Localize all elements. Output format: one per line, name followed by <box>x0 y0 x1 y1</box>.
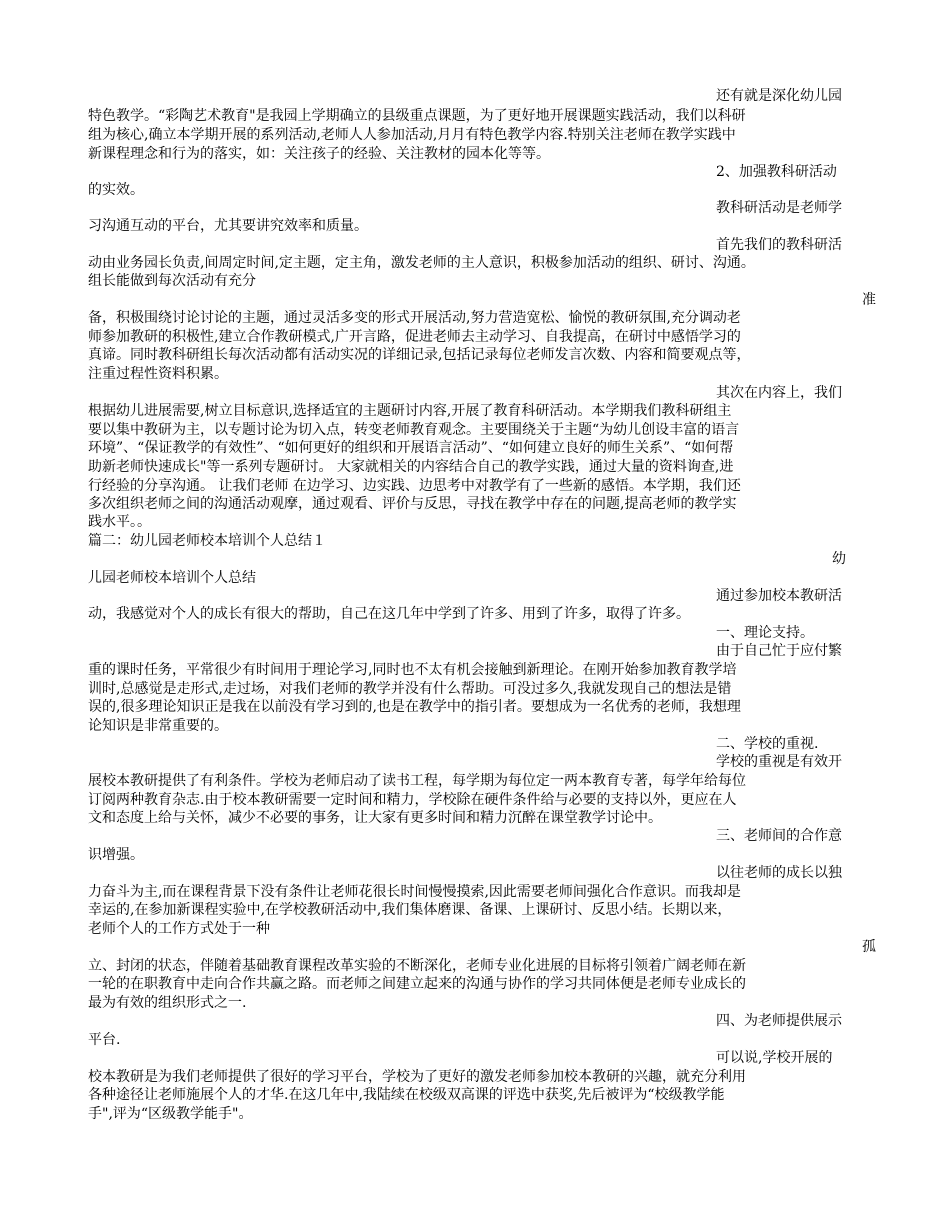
text-line: 2、加强教科研活动 <box>716 164 837 180</box>
text-line: 各种途径让老师施展个人的才华.在这几年中,我陆续在校级双高课的评选中获奖,先后被评为“校级教学能 <box>88 1087 725 1103</box>
text-line: 幼 <box>832 551 846 567</box>
text-line: 行经验的分享沟通。 让我们老师 在边学习、边实践、边思考中对教学有了一些新的感悟。本学期，我们还 <box>88 478 741 494</box>
text-line: 还有就是深化幼儿园 <box>716 88 842 104</box>
text-line: 幸运的,在参加新课程实验中,在学校教研活动中,我们集体磨课、备课、上课研讨、反思小结。长期以来， <box>88 902 732 918</box>
text-line: 一、理论支持。 <box>716 625 814 641</box>
text-line: 助新老师快速成长"等一系列专题研讨。 大家就相关的内容结合自己的教学实践，通过大量的资料询查,进 <box>88 459 734 475</box>
text-line: 可以说,学校开展的 <box>716 1050 833 1066</box>
text-line: 论知识是非常重要的。 <box>88 718 228 734</box>
text-line: 以往老师的成长以独 <box>716 865 842 881</box>
text-line: 孤 <box>862 939 876 955</box>
text-line: 组长能做到每次活动有充分 <box>88 273 256 289</box>
text-line: 校本教研是为我们老师提供了很好的学习平台，学校为了更好的激发老师参加校本教研的兴趣，就充分利用 <box>88 1069 746 1085</box>
text-line: 特色教学。“彩陶艺术教育"是我园上学期确立的县级重点课题，为了更好地开展课题实践活动，我们以科研 <box>88 108 746 124</box>
text-line: 老师个人的工作方式处于一种 <box>88 921 270 937</box>
text-line: 二、学校的重视. <box>716 736 819 752</box>
text-line: 训时,总感觉是走形式,走过场，对我们老师的教学并没有什么帮助。可没过多久,我就发现自己的想法是错 <box>88 681 732 697</box>
text-line: 环境”、“保证教学的有效性”、“如何更好的组织和开展语言活动”、“如何建立良好的师生关系”、“如何帮 <box>88 440 734 456</box>
text-line: 文和态度上给与关怀，减少不必要的事务，让大家有更多时间和精力沉醉在课堂教学讨论中。 <box>88 810 662 826</box>
text-line: 手",评为“区级教学能手"。 <box>88 1106 253 1122</box>
text-line: 误的,很多理论知识正是我在以前没有学习到的,也是在教学中的指引者。要想成为一名优秀的老师，我想理 <box>88 699 741 715</box>
text-line: 多次组织老师之间的沟通活动观摩，通过观看、评价与反思，寻找在教学中存在的问题,提高老师的教学实 <box>88 496 737 512</box>
text-line: 四、为老师提供展示 <box>716 1013 842 1029</box>
text-line: 准 <box>862 292 876 308</box>
text-line: 新课程理念和行为的落实，如：关注孩子的经验、关注教材的园本化等等。 <box>88 146 550 162</box>
text-line: 注重过程性资料积累。 <box>88 366 228 382</box>
text-line: 其次在内容上，我们 <box>716 385 842 401</box>
text-line: 要以集中教研为主，以专题讨论为切入点，转变老师教育观念。主要围绕关于主题“为幼儿创设丰富的语言 <box>88 422 740 438</box>
section-heading: 篇二：幼儿园老师校本培训个人总结１ <box>88 533 326 549</box>
text-line: 儿园老师校本培训个人总结 <box>88 570 256 586</box>
text-line: 备，积极围绕讨论讨论的主题，通过灵活多变的形式开展活动,努力营造宽松、愉悦的教研氛围,充分调动老 <box>88 310 741 326</box>
text-line: 通过参加校本教研活 <box>716 588 842 604</box>
text-line: 由于自己忙于应付繁 <box>716 643 842 659</box>
text-line: 力奋斗为主,而在课程背景下没有条件让老师花很长时间慢慢摸索,因此需要老师间强化合作意识。而我却是 <box>88 884 741 900</box>
text-line: 首先我们的教科研活 <box>716 237 842 253</box>
text-line: 动由业务园长负责,间周定时间,定主题，定主角，激发老师的主人意识，积极参加活动的组织、研讨、沟通。 <box>88 255 755 271</box>
text-line: 动，我感觉对个人的成长有很大的帮助，自己在这几年中学到了许多、用到了许多，取得了许多。 <box>88 606 690 622</box>
text-line: 订阅两种教育杂志.由于校本教研需要一定时间和精力，学校除在硬件条件给与必要的支持以外，更应在人 <box>88 792 737 808</box>
text-line: 展校本教研提供了有利条件。学校为老师启动了读书工程，每学期为每位定一两本教育专著，每学年给每位 <box>88 773 746 789</box>
text-line: 组为核心,确立本学期开展的系列活动,老师人人参加活动,月月有特色教学内容.特别关注老师在教学实践中 <box>88 127 736 143</box>
text-line: 的实效。 <box>88 182 144 198</box>
text-line: 识增强。 <box>88 847 144 863</box>
text-line: 践水平。。 <box>88 514 151 530</box>
text-line: 一轮的在职教育中走向合作共赢之路。而老师之间建立起来的沟通与协作的学习共同体便是老师专业成长的 <box>88 976 746 992</box>
text-line: 最为有效的组织形式之一. <box>88 995 247 1011</box>
text-line: 重的课时任务，平常很少有时间用于理论学习,同时也不太有机会接触到新理论。在刚开始参加教育教学培 <box>88 662 737 678</box>
text-line: 立、封闭的状态，伴随着基础教育课程改革实验的不断深化，老师专业化进展的目标将引领着广阔老师在新 <box>88 958 746 974</box>
text-line: 真谛。同时教科研组长每次活动都有活动实况的详细记录,包括记录每位老师发言次数、内容和简要观点等， <box>88 347 751 363</box>
text-line: 平台. <box>88 1032 121 1048</box>
text-line: 学校的重视是有效开 <box>716 754 842 770</box>
text-line: 习沟通互动的平台，尤其要讲究效率和质量。 <box>88 218 368 234</box>
text-line: 教科研活动是老师学 <box>716 200 842 216</box>
text-line: 师参加教研的积极性,建立合作教研模式,广开言路，促进老师去主动学习、自我提高，在研讨中感悟学习的 <box>88 329 741 345</box>
text-line: 三、老师间的合作意 <box>716 828 842 844</box>
text-line: 根据幼儿进展需要,树立目标意识,选择适宜的主题研讨内容,开展了教育科研活动。本学期我们教科研组主 <box>88 403 732 419</box>
